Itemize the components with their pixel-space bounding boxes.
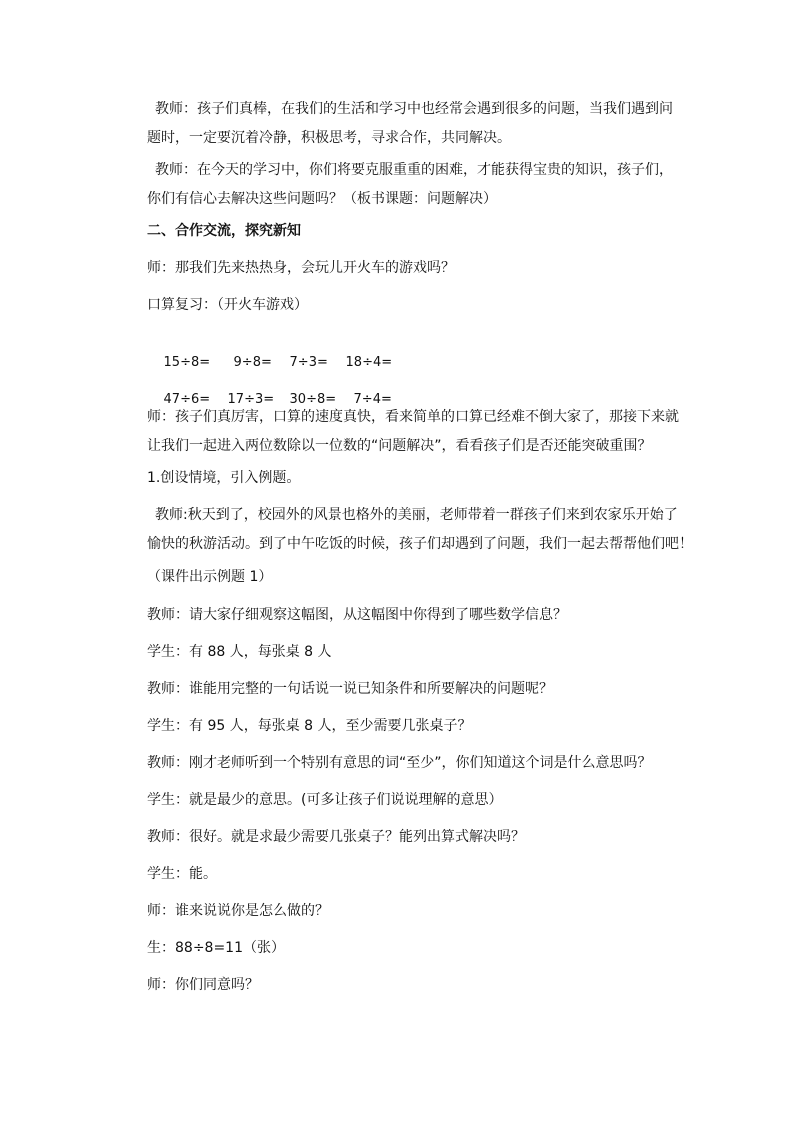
paragraph-teacher-praise	[147, 95, 673, 153]
paragraph-oral-review: 口算复习：（开火车游戏）	[147, 297, 308, 313]
math-expression: 18÷4=	[345, 355, 393, 370]
math-expression: 47÷6=	[163, 392, 211, 407]
paragraph-warmup: 师：那我们先来热热身，会玩儿开火车的游戏吗？	[147, 260, 455, 276]
math-expression: 9÷8=	[233, 355, 272, 370]
paragraph-teacher-atleast: 教师：刚才老师听到一个特别有意思的词“至少”，你们知道这个词是什么意思吗？	[147, 755, 652, 771]
paragraph-teacher-observe: 教师：请大家仔细观察这幅图，从这幅图中你得到了哪些数学信息？	[147, 607, 567, 623]
paragraph-line: 你们有信心去解决这些问题吗？（板书课题：问题解决）	[147, 191, 497, 207]
paragraph-line: 教师：在今天的学习中，你们将要克服重重的困难，才能获得宝贵的知识，孩子们，	[155, 162, 673, 178]
math-expression: 17÷3=	[227, 392, 275, 407]
paragraph-teacher-agree: 师：你们同意吗？	[147, 977, 259, 993]
paragraph-teacher-intro	[147, 156, 673, 214]
paragraph-courseware: （课件出示例题 1）	[147, 569, 273, 585]
math-expression: 15÷8=	[163, 355, 211, 370]
paragraph-student-95: 学生：有 95 人，每张桌 8 人，至少需要几张桌子？	[147, 718, 472, 734]
math-expression: 7÷4=	[353, 392, 392, 407]
math-expression: 7÷3=	[289, 355, 328, 370]
paragraph-line: 让我们一起进入两位数除以一位数的“问题解决”，看看孩子们是否还能突破重围？	[147, 438, 652, 454]
paragraph-step-1: 1.创设情境，引入例题。	[147, 470, 301, 486]
paragraph-line: 题时，一定要沉着冷静，积极思考，寻求合作，共同解决。	[147, 130, 511, 146]
paragraph-line: 教师:秋天到了，校园外的风景也格外的美丽，老师带着一群孩子们来到农家乐开始了	[155, 507, 678, 523]
paragraph-student-yes: 学生：能。	[147, 866, 217, 882]
paragraph-teacher-autumn	[147, 501, 693, 559]
paragraph-student-88: 学生：有 88 人，每张桌 8 人	[147, 644, 332, 660]
paragraph-student-least: 学生：就是最少的意思。(可多让孩子们说说理解的意思）	[147, 792, 503, 808]
paragraph-line: 师：孩子们真厉害，口算的速度真快，看来简单的口算已经难不倒大家了，那接下来就	[147, 409, 679, 425]
paragraph-student-answer: 生：88÷8=11（张）	[147, 940, 285, 956]
paragraph-teacher-sentence: 教师：谁能用完整的一句话说一说已知条件和所要解决的问题呢？	[147, 681, 553, 697]
paragraph-line: 愉快的秋游活动。到了中午吃饭的时候，孩子们却遇到了问题，我们一起去帮帮他们吧！	[147, 536, 693, 552]
paragraph-teacher-formula: 教师：很好。就是求最少需要几张桌子？能列出算式解决吗？	[147, 829, 525, 845]
paragraph-teacher-how: 师：谁来说说你是怎么做的？	[147, 903, 329, 919]
math-expression: 30÷8=	[289, 392, 337, 407]
paragraph-teacher-transition	[147, 403, 679, 461]
section-heading: 二、合作交流，探究新知	[147, 223, 301, 239]
paragraph-line: 教师：孩子们真棒，在我们的生活和学习中也经常会遇到很多的问题，当我们遇到问	[155, 101, 673, 117]
